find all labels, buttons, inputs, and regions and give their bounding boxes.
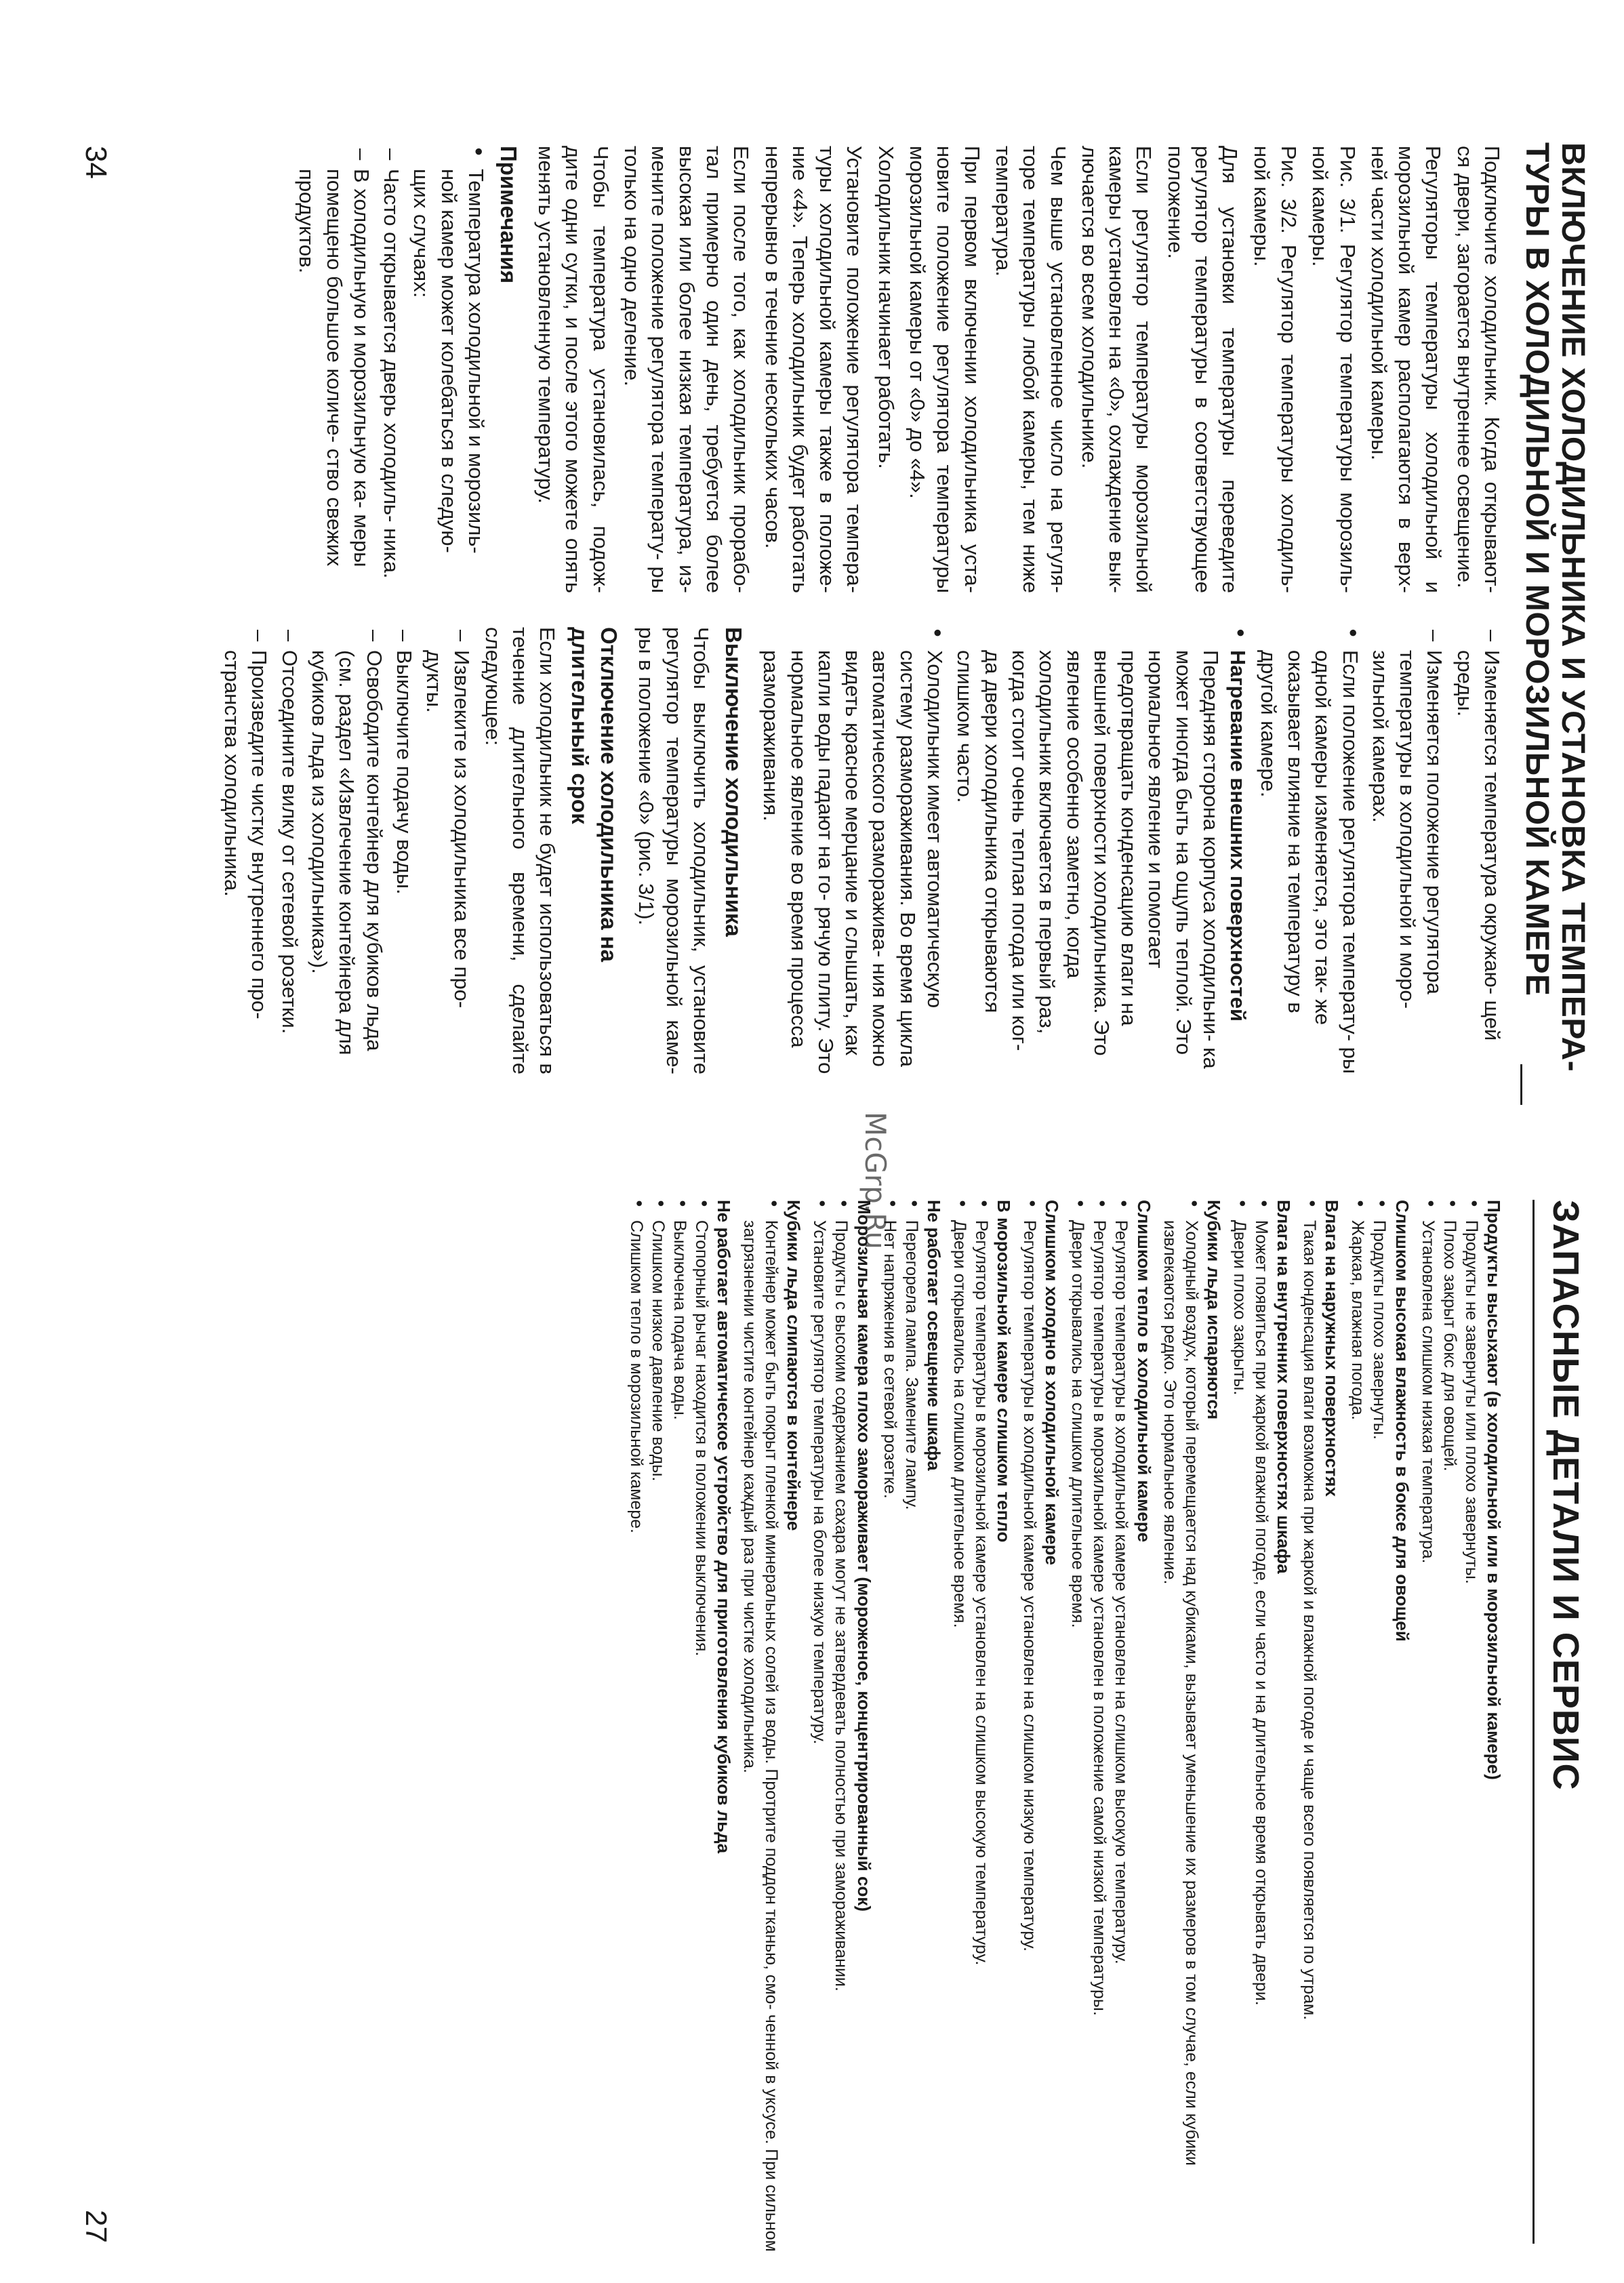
page-number-left: 34 — [79, 146, 113, 179]
trouble-causes — [949, 1200, 992, 2257]
note-subitem: – В холодильную и морозильную ка- меры помещено большое количе- ство свежих продуктов. — [293, 146, 375, 593]
step-item: – Выключите подачу воды. — [390, 627, 418, 1074]
paragraph: Рис. 3/2. Регулятор температуры холодиль- ной камеры. — [1249, 146, 1301, 593]
paragraph: Рис. 3/1. Регулятор температуры морозиль- ной камеры. — [1308, 146, 1360, 593]
trouble-cause-item: ● Регулятор температуры в холодильной камере установлен на слишком высокую температуру. — [1110, 1200, 1132, 2257]
trouble-causes — [1417, 1200, 1482, 2257]
paragraph: Регуляторы температуры холодильной и морозильной камер располагаются в верх- ней части холодильной камеры. — [1366, 146, 1446, 593]
trouble-cause-item: ● Холодный воздух, который перемещается над кубиками, вызывает уменьшение их размеров в том случае, если кубики извлекаются редко. Это нормальное явление. — [1159, 1200, 1202, 2257]
paragraph: Холодильник начинает работать. — [874, 146, 898, 469]
trouble-heading: Влага на наружных поверхностях — [1322, 1200, 1343, 1497]
trouble-cause-item: ● Регулятор температуры в морозильной камере установлен в положение самой низкой температуры. — [1089, 1200, 1110, 2257]
note-item: ● Температура холодильной и морозиль- ной камер может колебаться в следую- щих случаях: — [407, 146, 489, 593]
trouble-cause-item: ● Выключена подача воды. — [669, 1200, 691, 2257]
page-number-right: 27 — [79, 2210, 113, 2243]
trouble-causes — [1229, 1200, 1272, 2257]
trouble-cause-item: ● Слишком низкое давление воды. — [647, 1200, 669, 2257]
trouble-heading: Слишком высокая влажность в боксе для овощей — [1392, 1200, 1413, 1642]
step-item: – Отсоедините вилку от сетевой розетки. — [275, 627, 302, 1074]
trouble-causes — [809, 1200, 852, 2257]
notes-heading: Примечания — [495, 146, 521, 284]
trouble-cause-item: ● Продукты плохо завернуты. — [1368, 1200, 1390, 2257]
paragraph: Если регулятор температуры морозильной камеры установлен на «0», охлаждение вык- лючается во всем холодильнике. — [1077, 146, 1156, 593]
trouble-heading: Продукты высыхают (в холодильной или в морозильной камере) — [1484, 1200, 1504, 1780]
paragraph: Если холодильник не будет использоваться в течение длительного времени, сделайте следующее: — [481, 627, 560, 1074]
note-text: Передняя сторона корпуса холодильни- ка может иногда быть на ощупь теплой. Это нормальное явление и помогает предотвращать конденсацию влаги на внешней поверхности холодильника. Это явление особенно заметно, когда холодильник включается в первый раз, когда стоит очень теплая погода или ког- да двери холодильника открываются слишком часто. — [953, 650, 1223, 1069]
trouble-cause-item: ● Жаркая, влажная погода. — [1347, 1200, 1368, 2257]
note-subitem: – Изменяется положение регулятора температуры в холодильной и моро- зильной камерах. — [1366, 627, 1448, 1074]
paragraph: Для установки температуры переведите регулятор температуры в соответствующее положение. — [1163, 146, 1242, 593]
note-item: ● Холодильник имеет автоматическую систему размораживания. Во время цикла автоматического разморажива- ния можно видеть красное мерцание и слышать, как капли воды падают на го- рячую плиту. Это нормальное явление во время процесса размораживания. — [757, 627, 948, 1074]
trouble-heading: Не работает освещение шкафа — [923, 1200, 944, 1471]
troubleshooting-list — [624, 1200, 1509, 2257]
note-subitem: – Изменяется температура окружаю- щей среды. — [1450, 627, 1505, 1074]
trouble-causes — [626, 1200, 712, 2257]
trouble-cause-item: ● Нет напряжения в сетевой розетке. — [879, 1200, 901, 2257]
trouble-cause-item: ● Установлена слишком низкая температура. — [1417, 1200, 1439, 2257]
trouble-cause-item: ● Продукты не завернуты или плохо завернуты. — [1461, 1200, 1482, 2257]
trouble-heading: В морозильной камере слишком тепло — [994, 1200, 1015, 1543]
trouble-causes — [1019, 1200, 1040, 2257]
trouble-heading: Кубики льда испаряются — [1203, 1200, 1224, 1420]
trouble-causes — [1159, 1200, 1202, 2257]
trouble-cause-item: ● Установите регулятор температуры на более низкую температуру. — [809, 1200, 830, 2257]
section-heading-off: Выключение холодильника — [720, 627, 746, 937]
trouble-cause-item: ● Двери плохо закрыты. — [1229, 1200, 1251, 2257]
trouble-cause-item: ● Плохо закрыт бокс для овощей. — [1439, 1200, 1461, 2257]
trouble-heading: Кубики льда слипаются в контейнере — [784, 1200, 805, 1531]
trouble-cause-item: ● Контейнер может быть покрыт пленкой минеральных солей из воды. Протрите поддон тканью, смо- ченной в уксусе. При сильном загрязнении чистите контейнер каждый раз при чистке холодильника. — [739, 1200, 782, 2257]
trouble-heading: Слишком тепло в холодильной камере — [1133, 1200, 1154, 1543]
right-page-title: ЗАПАСНЫЕ ДЕТАЛИ И СЕРВИС — [1545, 1200, 1586, 1791]
trouble-cause-item: ● Такая конденсация влаги возможна при жаркой и влажной погоде и чаще всего появляется по утрам. — [1299, 1200, 1320, 2257]
title-rule — [1532, 1200, 1535, 2244]
note-subitem: – Часто открывается дверь холодиль- ника. — [378, 146, 405, 593]
watermark: McGrp.Ru — [859, 1112, 892, 1250]
step-item: – Произведите чистку внутреннего про- странства холодильника. — [218, 627, 273, 1074]
trouble-cause-item: ● Перегорела лампа. Замените лампу. — [901, 1200, 922, 2257]
trouble-heading: Слишком холодно в холодильной камере — [1042, 1200, 1063, 1565]
section-heading-long: Отключение холодильника на длительный срок — [567, 627, 622, 963]
trouble-causes — [1067, 1200, 1132, 2257]
paragraph: Чем выше установленное число на регуля- торе температуры любой камеры, тем ниже температура. — [991, 146, 1070, 593]
trouble-cause-item: ● Может появиться при жаркой влажной погоде, если часто и на длительное время открывать двери. — [1251, 1200, 1272, 2257]
step-item: – Освободите контейнер для кубиков льда (см. раздел «Извлечение контейнера для кубиков льда из холодильника»). — [306, 627, 388, 1074]
trouble-cause-item: ● Стопорный рычаг находится в положении выключения. — [691, 1200, 712, 2257]
trouble-causes — [739, 1200, 782, 2257]
trouble-causes — [1347, 1200, 1390, 2257]
note-item: ● Если положение регулятора температу- ры одной камеры изменяется, это так- же оказывает влияние на температуру в другой камере. — [1254, 627, 1363, 1074]
trouble-heading: Морозильная камера плохо замораживает (мороженое, концентрированный сок) — [853, 1200, 874, 1912]
note-title: Нагревание внешних поверхностей — [1226, 650, 1251, 1022]
trouble-cause-item: ● Двери открывались на слишком длительное время. — [949, 1200, 971, 2257]
paragraph: Подключите холодильник. Когда открывают- ся двери, загорается внутреннее освещение. — [1453, 146, 1504, 593]
paragraph: При первом включении холодильника уста- новите положение регулятора температуры морозильной камеры от «0» до «4». — [906, 146, 984, 593]
trouble-cause-item: ● Регулятор температуры в морозильной камере установлен на слишком высокую температуру. — [971, 1200, 992, 2257]
trouble-cause-item: ● Слишком тепло в морозильной камере. — [626, 1200, 647, 2257]
trouble-cause-item: ● Двери открывались на слишком длительное время. — [1067, 1200, 1089, 2257]
trouble-cause-item: ● Регулятор температуры в холодильной камере установлен на слишком низкую температуру. — [1019, 1200, 1040, 2257]
paragraph: Установите положение регулятора темпера- туры холодильной камеры также в положе- ние «4». Теперь холодильник будет работать непрерывно в течение нескольких часов. — [760, 146, 867, 593]
trouble-causes — [879, 1200, 922, 2257]
trouble-causes — [1299, 1200, 1320, 2257]
paragraph: Если после того, как холодильник прорабо- тал примерно один день, требуется более высокая или более низкая температура, из- мените положение регулятора температу- ры только на одно деление. — [620, 146, 754, 593]
left-page-title: ВКЛЮЧЕНИЕ ХОЛОДИЛЬНИКА И УСТАНОВКА ТЕМПЕРА- ТУРЫ В ХОЛОДИЛЬНОЙ И МОРОЗИЛЬНОЙ КАМЕРЕ — [1519, 142, 1591, 1072]
trouble-heading: Влага на внутренних поверхностях шкафа — [1274, 1200, 1295, 1574]
trouble-cause-item: ● Продукты с высоким содержанием сахара могут не затвердевать полностью при замораживании. — [830, 1200, 852, 2257]
step-item: – Извлеките из холодильника все про- дукты. — [420, 627, 475, 1074]
paragraph: Чтобы температура установилась, подож- дите одни сутки, и после этого можете опять менять установленную температуру. — [534, 146, 613, 593]
paragraph: Чтобы выключить холодильник, установите регулятор температуры морозильной каме- ры в положение «0» (рис. 3/1). — [634, 627, 714, 1074]
trouble-heading: Не работает автоматическое устройство для приготовления кубиков льда — [714, 1200, 735, 1854]
